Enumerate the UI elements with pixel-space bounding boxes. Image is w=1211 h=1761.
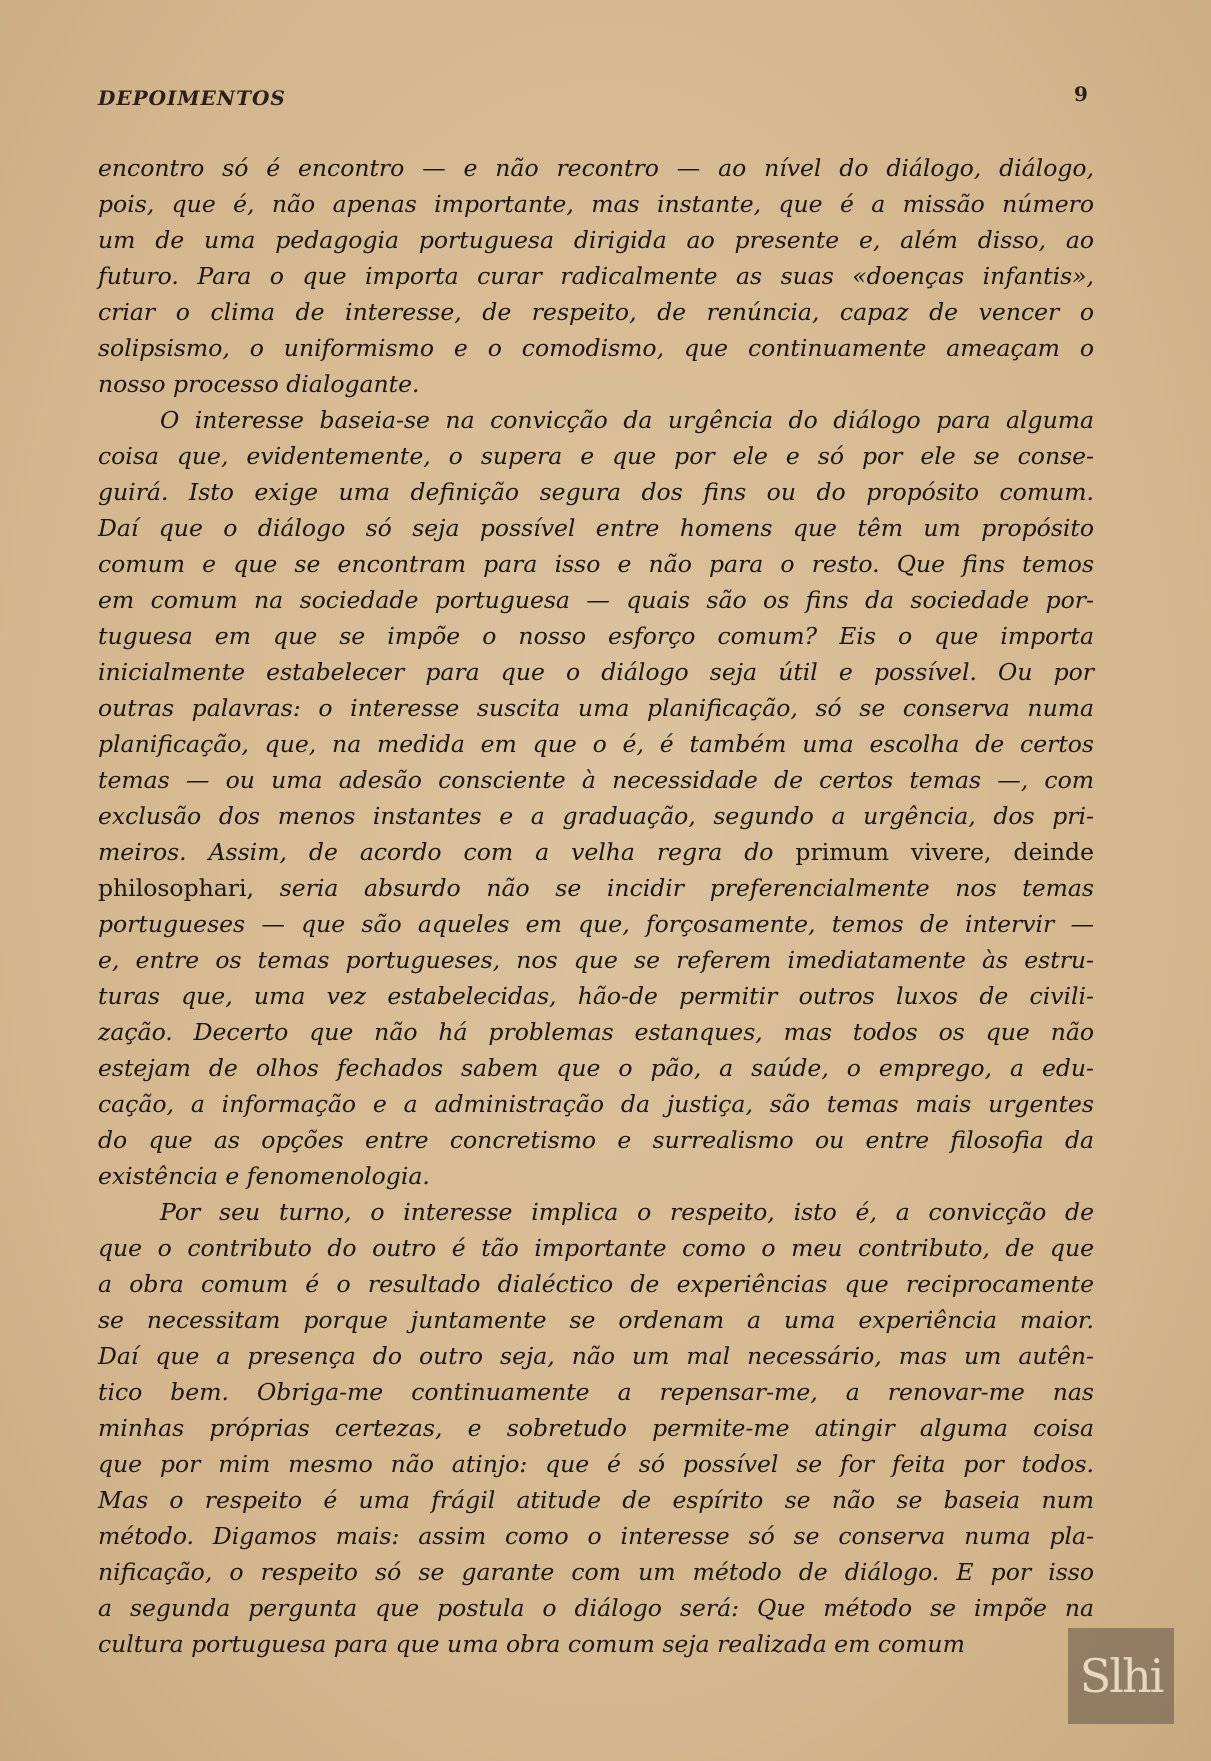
text-line: se necessitam porque juntamente se ordenam a uma experiência maior. xyxy=(98,1306,1094,1334)
text-line: Daí que a presença do outro seja, não um mal necessário, mas um autên- xyxy=(98,1342,1094,1370)
text-line: nosso processo dialogante. xyxy=(98,370,420,398)
archive-watermark xyxy=(1068,1628,1174,1724)
text-line: philosophari, seria absurdo não se incidir preferencialmente nos temas xyxy=(98,874,1094,902)
text-line: do que as opções entre concretismo e surrealismo ou entre filosofia da xyxy=(98,1126,1094,1154)
text-line: minhas próprias certezas, e sobretudo permite-me atingir alguma coisa xyxy=(98,1414,1094,1442)
text-line: guirá. Isto exige uma definição segura dos fins ou do propósito comum. xyxy=(98,478,1094,506)
paragraph xyxy=(98,402,1094,1194)
text-line: em comum na sociedade portuguesa — quais são os fins da sociedade por- xyxy=(98,586,1094,614)
text-line: coisa que, evidentemente, o supera e que por ele e só por ele se conse- xyxy=(98,442,1094,470)
text-line: a segunda pergunta que postula o diálogo será: Que método se impõe na xyxy=(98,1594,1094,1622)
text-line: criar o clima de interesse, de respeito, de renúncia, capaz de vencer o xyxy=(98,298,1094,326)
watermark-text: Slhi xyxy=(1079,1649,1163,1703)
text-line: tuguesa em que se impõe o nosso esforço comum? Eis o que importa xyxy=(98,622,1094,650)
text-line: pois, que é, não apenas importante, mas instante, que é a missão número xyxy=(98,190,1094,218)
paragraph xyxy=(98,150,1094,402)
text-line: Mas o respeito é uma frágil atitude de espírito se não se baseia num xyxy=(98,1486,1094,1514)
paragraph xyxy=(98,1194,1094,1662)
text-line: turas que, uma vez estabelecidas, hão-de permitir outros luxos de civili- xyxy=(98,982,1094,1010)
text-line: futuro. Para o que importa curar radicalmente as suas «doenças infantis», xyxy=(98,262,1094,290)
text-line: cultura portuguesa para que uma obra comum seja realizada em comum xyxy=(98,1630,965,1658)
text-line: que por mim mesmo não atinjo: que é só possível se for feita por todos. xyxy=(98,1450,1094,1478)
body-text xyxy=(98,150,1094,1662)
text-line: método. Digamos mais: assim como o interesse só se conserva numa pla- xyxy=(98,1522,1094,1550)
text-line: estejam de olhos fechados sabem que o pão, a saúde, o emprego, a edu- xyxy=(98,1054,1094,1082)
text-line: comum e que se encontram para isso e não para o resto. Que fins temos xyxy=(98,550,1094,578)
text-line: solipsismo, o uniformismo e o comodismo, que continuamente ameaçam o xyxy=(98,334,1094,362)
text-line: exclusão dos menos instantes e a graduação, segundo a urgência, dos pri- xyxy=(98,802,1094,830)
text-line: O interesse baseia-se na convicção da urgência do diálogo para alguma xyxy=(160,406,1094,434)
text-line: cação, a informação e a administração da justiça, são temas mais urgentes xyxy=(98,1090,1094,1118)
text-line: um de uma pedagogia portuguesa dirigida ao presente e, além disso, ao xyxy=(98,226,1094,254)
text-line: encontro só é encontro — e não recontro — ao nível do diálogo, diálogo, xyxy=(98,154,1094,182)
text-line: que o contributo do outro é tão importante como o meu contributo, de que xyxy=(98,1234,1094,1262)
page-number: 9 xyxy=(1074,82,1088,106)
text-line: meiros. Assim, de acordo com a velha regra do primum vivere, deinde xyxy=(98,838,1094,866)
text-line: e, entre os temas portugueses, nos que se referem imediatamente às estru- xyxy=(98,946,1094,974)
text-line: Daí que o diálogo só seja possível entre homens que têm um propósito xyxy=(98,514,1094,542)
text-line: temas — ou uma adesão consciente à necessidade de certos temas —, com xyxy=(98,766,1094,794)
running-head: DEPOIMENTOS xyxy=(98,86,286,110)
text-line: existência e fenomenologia. xyxy=(98,1162,430,1190)
text-line: planificação, que, na medida em que o é, é também uma escolha de certos xyxy=(98,730,1094,758)
text-line: portugueses — que são aqueles em que, forçosamente, temos de intervir — xyxy=(98,910,1094,938)
text-line: outras palavras: o interesse suscita uma planificação, só se conserva numa xyxy=(98,694,1094,722)
text-line: a obra comum é o resultado dialéctico de experiências que reciprocamente xyxy=(98,1270,1094,1298)
text-line: tico bem. Obriga-me continuamente a repensar-me, a renovar-me nas xyxy=(98,1378,1094,1406)
text-line: nificação, o respeito só se garante com um método de diálogo. E por isso xyxy=(98,1558,1094,1586)
text-line: inicialmente estabelecer para que o diálogo seja útil e possível. Ou por xyxy=(98,658,1094,686)
text-line: zação. Decerto que não há problemas estanques, mas todos os que não xyxy=(98,1018,1094,1046)
text-line: Por seu turno, o interesse implica o respeito, isto é, a convicção de xyxy=(160,1198,1094,1226)
